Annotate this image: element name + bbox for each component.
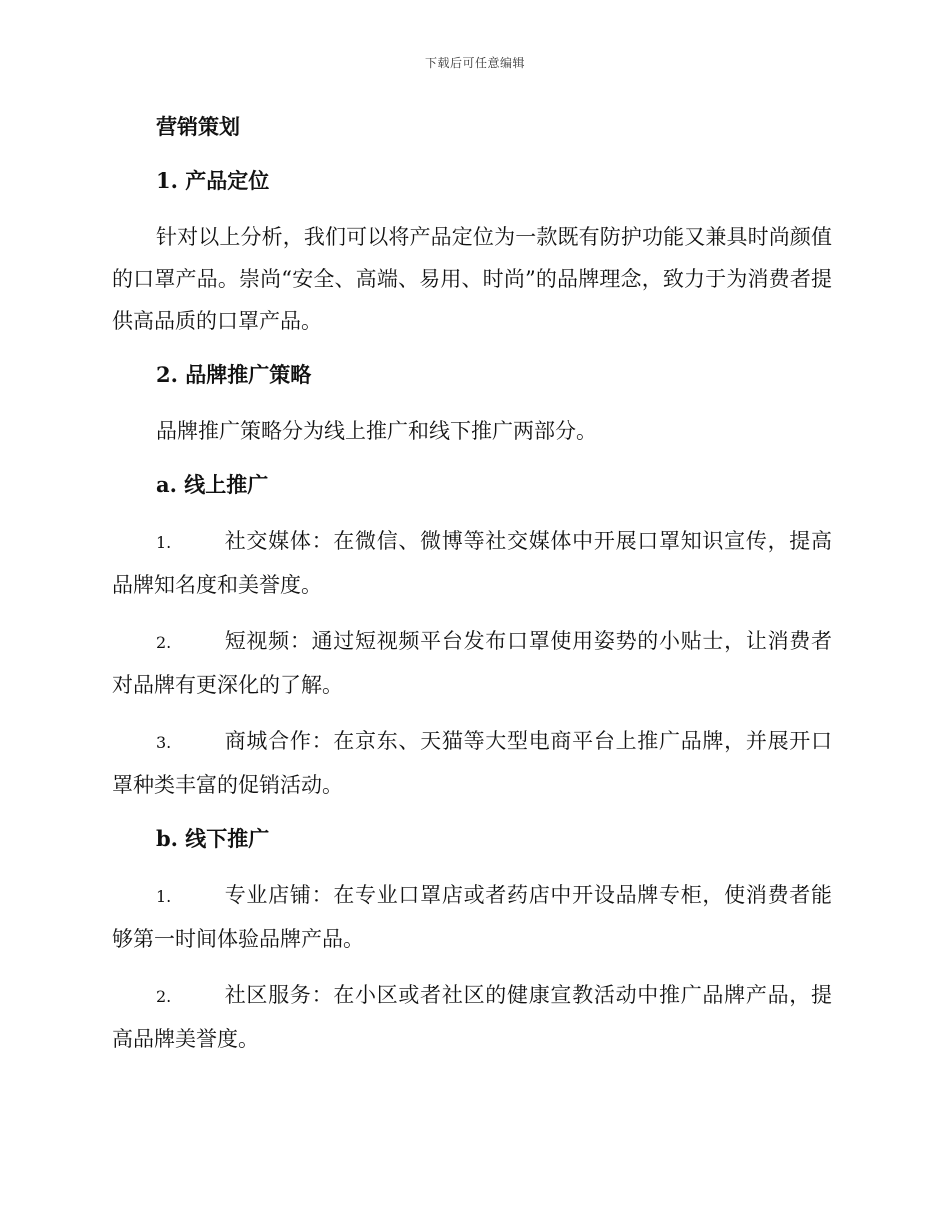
list-text: 社区服务：在小区或者社区的健康宣教活动中推广品牌产品，提高品牌美誉度。 bbox=[112, 983, 832, 1051]
list-number: 1. bbox=[156, 533, 172, 552]
list-number: 1. bbox=[156, 887, 172, 906]
subsection-heading-online: a. 线上推广 bbox=[156, 472, 269, 497]
list-text: 商城合作：在京东、天猫等大型电商平台上推广品牌，并展开口罩种类丰富的促销活动。 bbox=[112, 729, 832, 797]
list-item bbox=[112, 974, 832, 1060]
list-item bbox=[112, 720, 832, 806]
list-number: 2. bbox=[156, 987, 172, 1006]
section-heading-brand-strategy: 2. 品牌推广策略 bbox=[156, 362, 312, 387]
section-heading-product-positioning: 1. 产品定位 bbox=[156, 168, 270, 193]
paragraph-product-positioning: 针对以上分析，我们可以将产品定位为一款既有防护功能又兼具时尚颜值的口罩产品。崇尚“安全、高端、易用、时尚”的品牌理念，致力于为消费者提供高品质的口罩产品。 bbox=[112, 225, 832, 333]
list-text: 专业店铺：在专业口罩店或者药店中开设品牌专柜，使消费者能够第一时间体验品牌产品。 bbox=[112, 883, 832, 951]
list-item bbox=[112, 620, 832, 706]
subsection-heading-offline: b. 线下推广 bbox=[156, 826, 270, 851]
list-item bbox=[112, 520, 832, 606]
list-text: 社交媒体：在微信、微博等社交媒体中开展口罩知识宣传，提高品牌知名度和美誉度。 bbox=[112, 529, 832, 597]
list-number: 3. bbox=[156, 733, 172, 752]
list-number: 2. bbox=[156, 633, 172, 652]
list-item bbox=[112, 874, 832, 960]
document-title: 营销策划 bbox=[156, 114, 240, 139]
document-body bbox=[112, 108, 832, 1060]
list-text: 短视频：通过短视频平台发布口罩使用姿势的小贴士，让消费者对品牌有更深化的了解。 bbox=[112, 629, 832, 697]
paragraph-brand-strategy: 品牌推广策略分为线上推广和线下推广两部分。 bbox=[156, 419, 597, 443]
page-header: 下载后可任意编辑 bbox=[424, 56, 525, 70]
